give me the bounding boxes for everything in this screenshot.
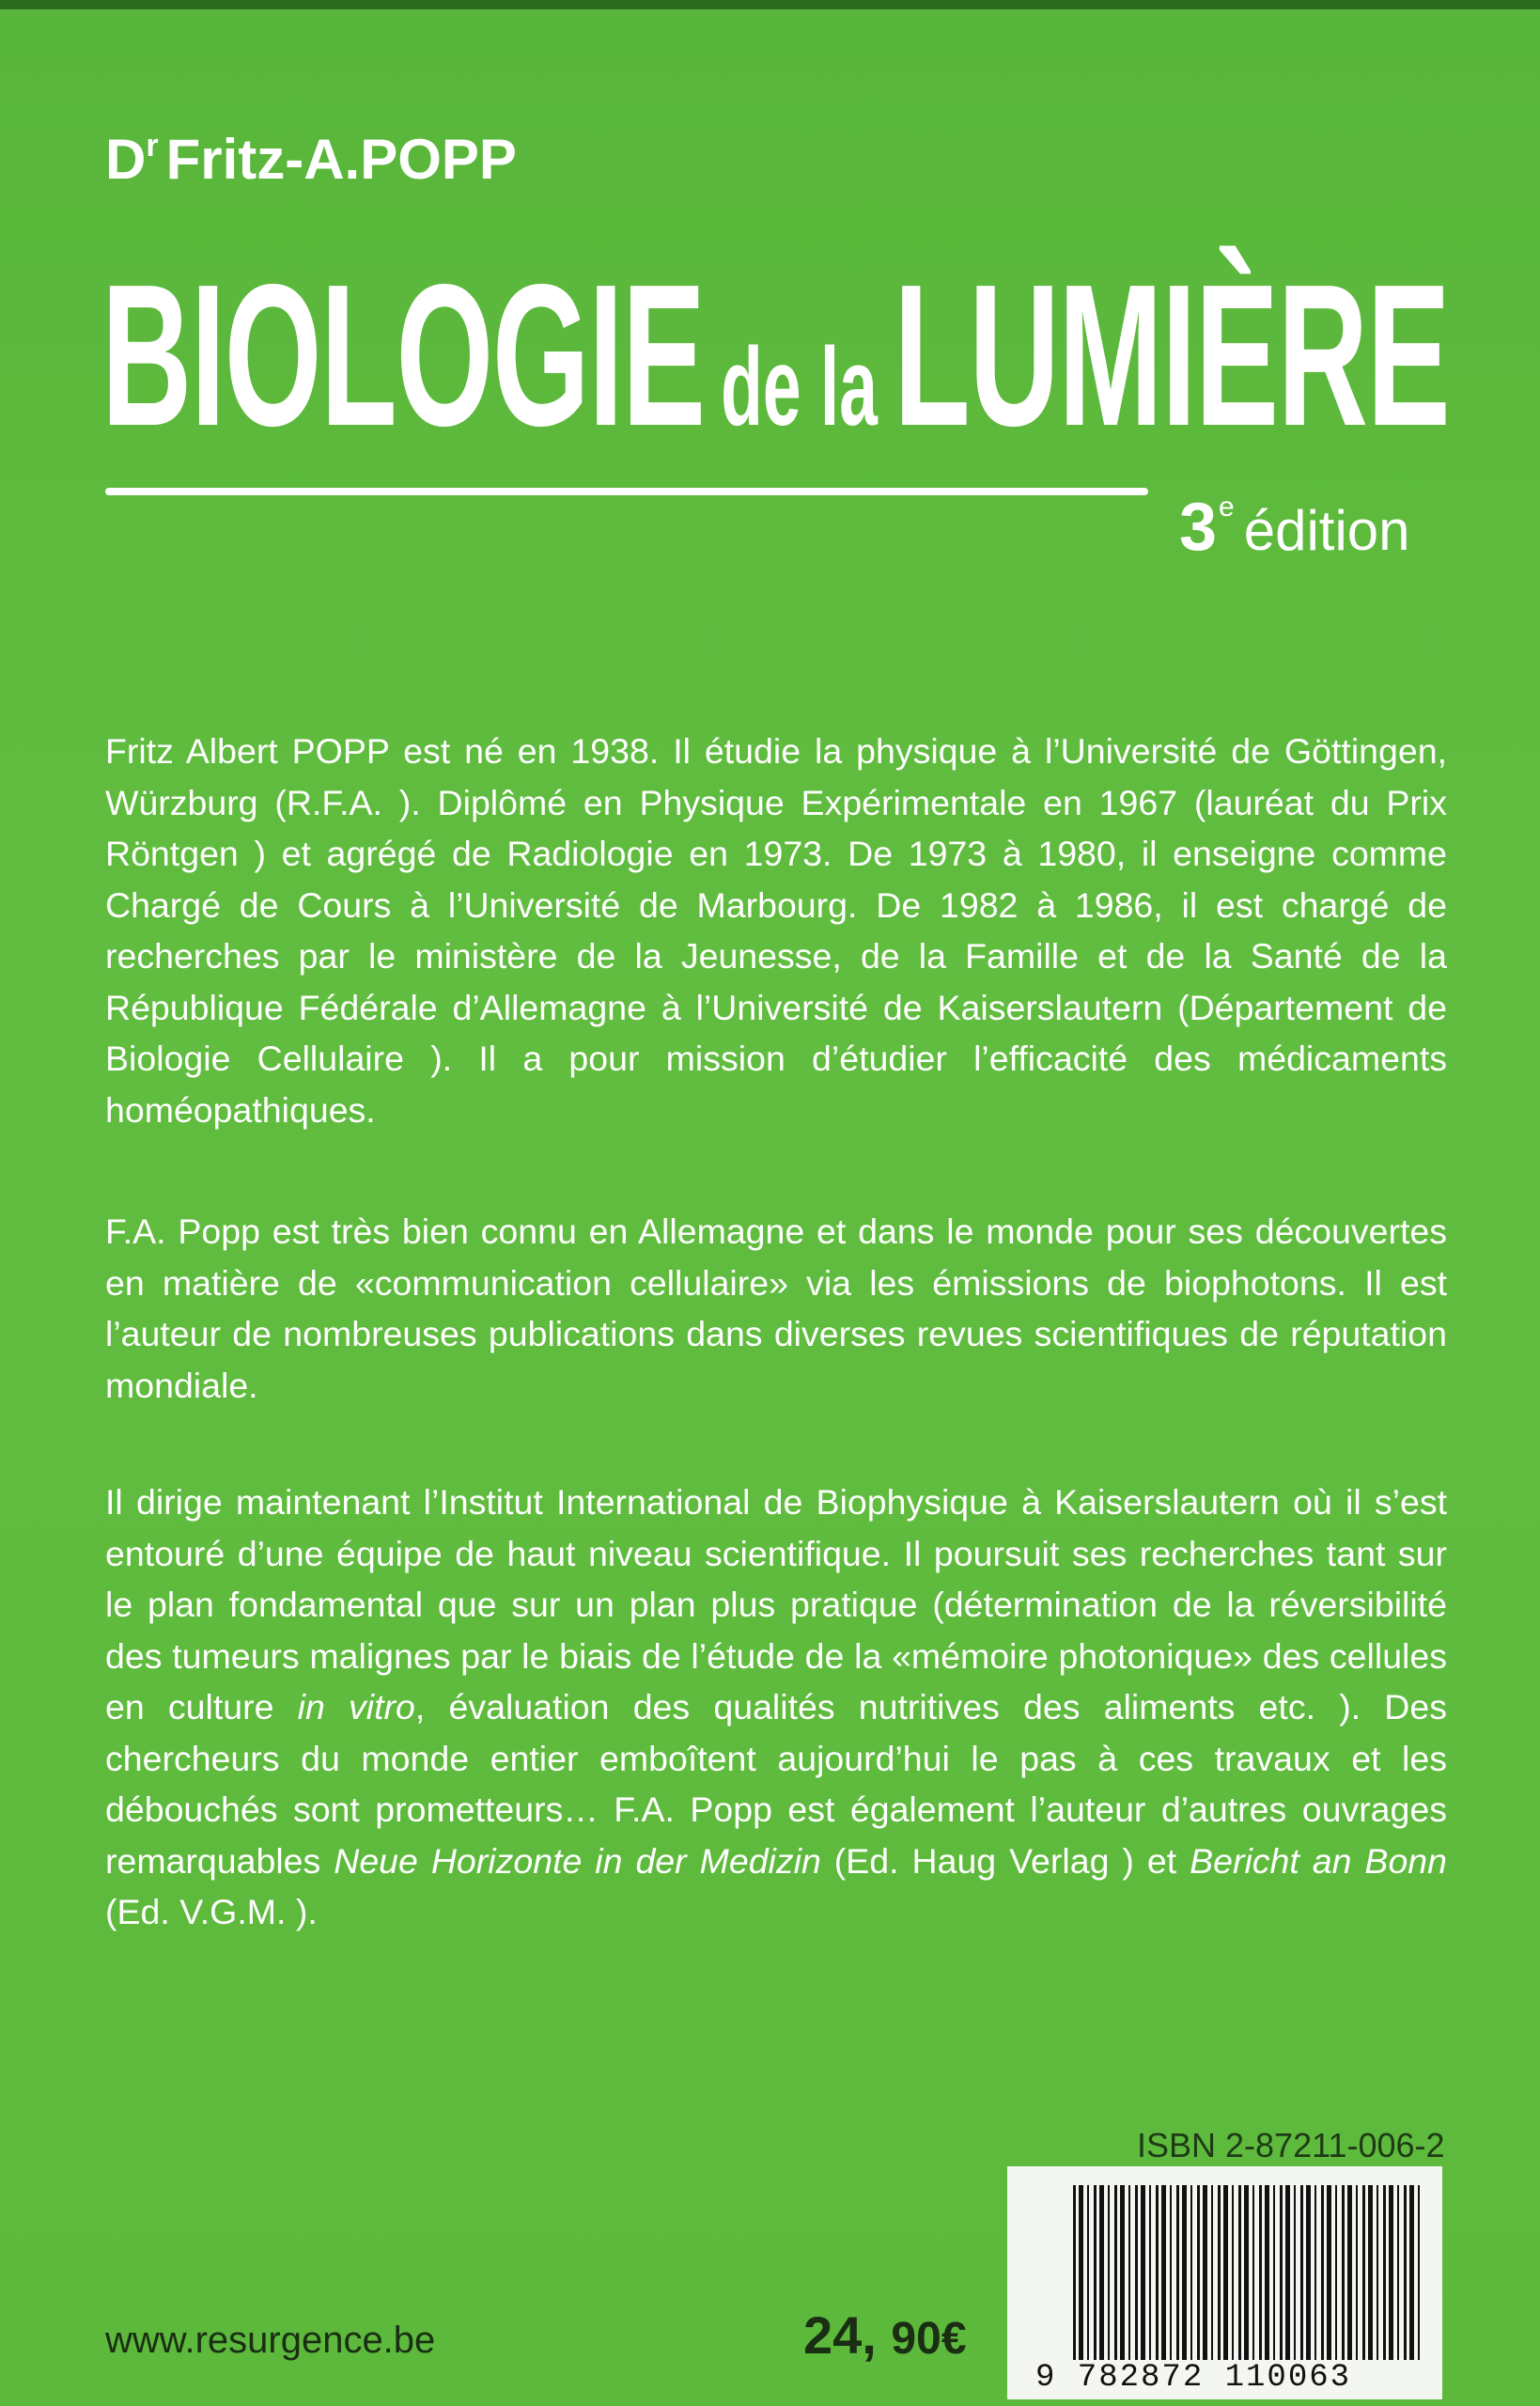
title-word-biologie: BIOLOGIE (101, 242, 705, 468)
barcode-bars (1073, 2185, 1421, 2360)
bio-paragraph-2: F.A. Popp est très bien connu en Allemagne et dans le monde pour ses découvertes en matière de «communication cellulaire» via les émissions de biophotons. Il est l’auteur de nombreuses publications dans diverses revues scientifiques de réputation mondiale. (105, 1211, 1447, 1405)
p3-italic-neue-horizonte: Neue Horizonte in der Medizin (334, 1840, 821, 1881)
barcode (1007, 2166, 1442, 2399)
p3-text-2: , évaluation des qualités nutritives des aliments etc. ). Des chercheurs du monde entier emboîtent aujourd’hui le pas à ces travaux et les débouchés sont prometteurs… F.A. Popp est également l’auteur d’autres ouvrages remarquables (105, 1687, 1447, 1881)
edition-word: édition (1243, 499, 1410, 562)
price-cents: 90€ (891, 2314, 967, 2364)
author-title-sup: r (146, 128, 159, 164)
title-word-lumiere: LUMIÈRE (894, 242, 1450, 468)
author-fullname: Fritz-A.POPP (165, 128, 517, 191)
title-connector: de la (721, 325, 878, 449)
edition-number: 3 (1179, 490, 1218, 565)
barcode-digits: 9 782872 110063 (1035, 2360, 1352, 2396)
cover-top-edge (0, 0, 1540, 9)
bio-paragraph-3 (105, 1476, 1447, 1938)
price-tag (803, 2304, 967, 2366)
publisher-website: www.resurgence.be (105, 2320, 436, 2361)
price-main: 24, (803, 2305, 877, 2365)
p3-text-3: (Ed. Haug Verlag ) et (820, 1840, 1190, 1881)
bio-paragraph-1: Fritz Albert POPP est né en 1938. Il étudie la physique à l’Université de Göttingen, Würzburg (R.F.A. ). Diplômé en Physique Expérimentale en 1967 (lauréat du Prix Röntgen ) et agrégé de Radiologie en 1973. De 1973 à 1980, il enseigne comme Chargé de Cours à l’Université de Marbourg. De 1982 à 1986, il est chargé de recherches par le ministère de la Jeunesse, de la Famille et de la Santé de la République Fédérale d’Allemagne à l’Université de Kaiserslautern (Département de Biologie Cellulaire ). Il a pour mission d’étudier l’efficacité des médicaments homéopathiques. (105, 731, 1447, 1130)
author-name (105, 128, 517, 191)
author-title-abbr: D (105, 128, 147, 191)
edition-label (1179, 490, 1410, 565)
p3-italic-bericht-an-bonn: Bericht an Bonn (1190, 1840, 1448, 1881)
edition-sup: e (1219, 492, 1235, 523)
title-underline-rule (105, 488, 1148, 495)
isbn-label: ISBN 2-87211-006-2 (1137, 2126, 1445, 2164)
book-title (101, 242, 1450, 468)
p3-italic-in-vitro: in vitro (297, 1687, 415, 1726)
p3-text-4: (Ed. V.G.M. ). (105, 1892, 318, 1931)
p3-text-1: Il dirige maintenant l’Institut International de Biophysique à Kaiserslautern où il s’est entouré d’une équipe de haut niveau scientifique. Il poursuit ses recherches tant sur le plan fondamental que sur un plan plus pratique (détermination de la réversibilité des tumeurs malignes par le biais de l’étude de la «mémoire photonique» des cellules en culture (105, 1482, 1447, 1726)
